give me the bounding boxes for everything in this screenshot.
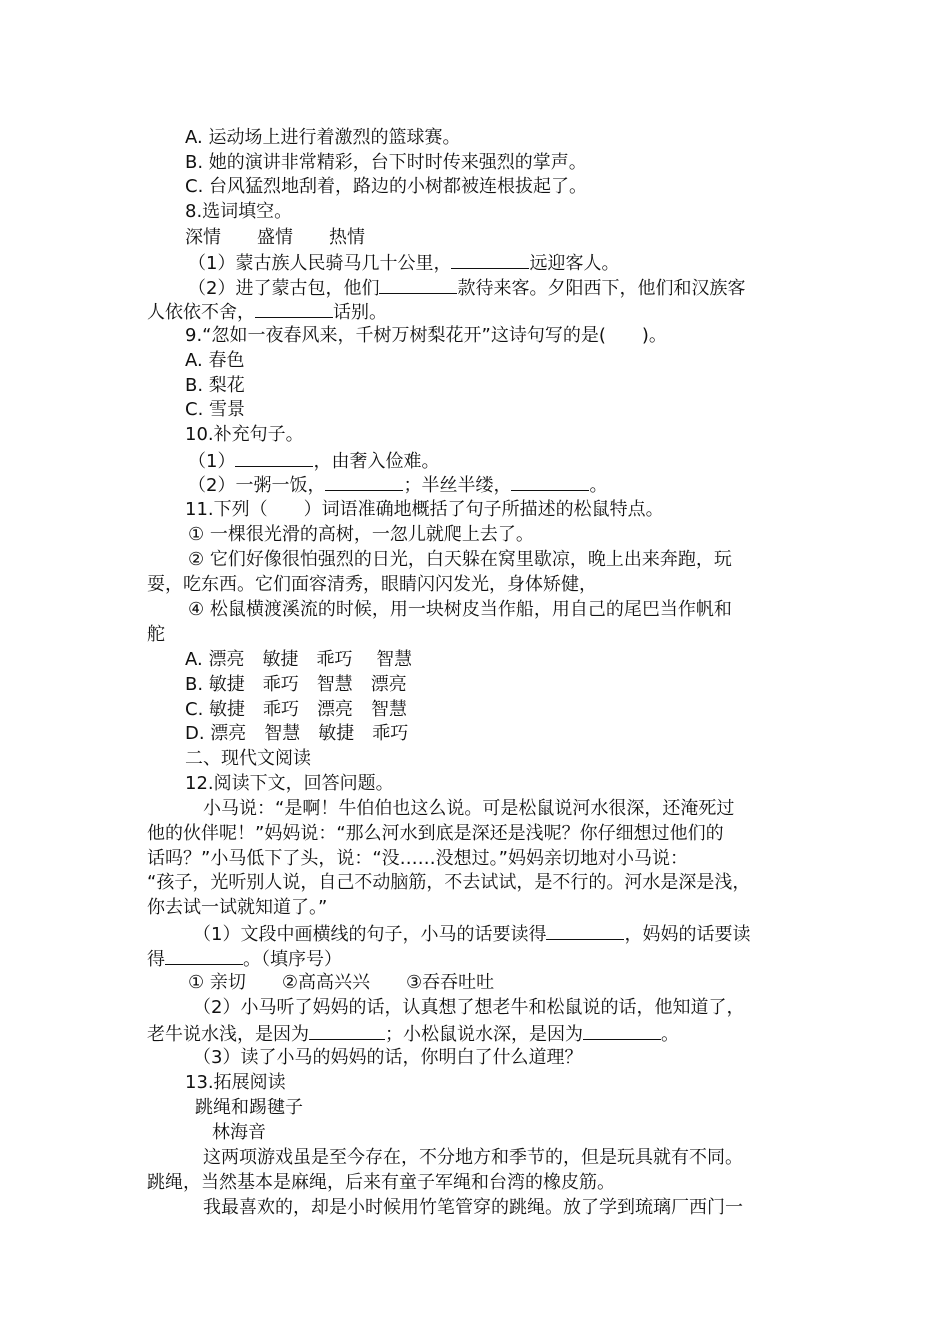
q10-sentence-2 (188, 472, 607, 498)
q12-s1-text-d: 。（填序号） (243, 949, 342, 970)
q12-title: 12.阅读下文，回答问题。 (185, 773, 394, 794)
q10-s2-text-b: ；半丝半缕， (403, 475, 512, 496)
q11-option-c: C. 敏捷 乖巧 漂亮 智慧 (185, 699, 408, 720)
article-title: 跳绳和踢毽子 (195, 1097, 303, 1118)
q12-s2-text-d: 。 (661, 1024, 679, 1045)
q7-option-b: B. 她的演讲非常精彩，台下时时传来强烈的掌声。 (185, 152, 587, 173)
q12-passage-line-4: “孩子，光听别人说，自己不动脑筋，不去试试，是不行的。河水是深是浅， (147, 872, 751, 893)
blank[interactable] (379, 275, 457, 294)
q9-option-b: B. 梨花 (185, 375, 245, 396)
section-2-heading: 二、现代文阅读 (185, 748, 311, 769)
blank[interactable] (235, 448, 313, 467)
q9-option-a: A. 春色 (185, 350, 245, 371)
q12-sub-1 (193, 921, 750, 947)
q10-s2-text-c: 。 (589, 475, 608, 496)
blank[interactable] (511, 472, 589, 491)
article-author: 林海音 (212, 1122, 266, 1143)
q11-item-2-cont: 耍，吃东西。它们面容清秀，眼睛闪闪发光，身体矫健， (147, 574, 597, 595)
blank[interactable] (325, 472, 403, 491)
q8-title: 8.选词填空。 (185, 201, 293, 222)
q11-item-1: ① 一棵很光滑的高树，一忽儿就爬上去了。 (188, 524, 534, 545)
q10-s1-text-b: ，由奢入俭难。 (313, 451, 440, 472)
q10-s1-text-a: （1） (188, 451, 236, 472)
q9-title: 9.“忽如一夜春风来，千树万树梨花开”这诗句写的是( )。 (185, 325, 667, 346)
q8-s2-text-b: 款待来客。夕阳西下，他们和汉族客 (457, 278, 746, 299)
q12-s1-text-c: 得 (147, 949, 165, 970)
q12-sub-1-cont (147, 946, 342, 972)
q7-option-a: A. 运动场上进行着激烈的篮球赛。 (185, 127, 461, 148)
q8-s2-text-c: 人依依不舍， (147, 302, 255, 323)
q8-sentence-1 (188, 250, 619, 276)
q12-sub-2: （2）小马听了妈妈的话，认真想了想老牛和松鼠说的话，他知道了， (193, 997, 745, 1018)
q8-s2-text-d: 话别。 (333, 302, 387, 323)
blank[interactable] (583, 1021, 661, 1040)
q10-sentence-1 (188, 448, 439, 474)
q11-item-2: ② 它们好像很怕强烈的日光，白天躲在窝里歇凉，晚上出来奔跑，玩 (188, 549, 732, 570)
q13-title: 13.拓展阅读 (185, 1072, 286, 1093)
blank[interactable] (165, 946, 243, 965)
q11-option-d: D. 漂亮 智慧 敏捷 乖巧 (185, 723, 409, 744)
q12-s2-text-b: 老牛说水浅，是因为 (147, 1024, 309, 1045)
q10-s2-text-a: （2）一粥一饭， (188, 475, 326, 496)
q11-title: 11.下列（ ）词语准确地概括了句子所描述的松鼠特点。 (185, 499, 664, 520)
q13-passage-line-1: 这两项游戏虽是至今存在，不分地方和季节的，但是玩具就有不同。 (203, 1147, 743, 1168)
q12-sub-3: （3）读了小马的妈妈的话，你明白了什么道理？ (193, 1047, 583, 1068)
q8-s1-text-a: （1）蒙古族人民骑马几十公里， (188, 253, 452, 274)
q13-passage-line-3: 我最喜欢的，却是小时候用竹笔管穿的跳绳。放了学到琉璃厂西门一 (203, 1197, 743, 1218)
q8-sentence-2-cont (147, 299, 387, 325)
q12-sub-2-cont (147, 1021, 679, 1047)
q11-option-b: B. 敏捷 乖巧 智慧 漂亮 (185, 674, 407, 695)
q12-s2-text-c: ；小松鼠说水深，是因为 (385, 1024, 583, 1045)
q11-option-a: A. 漂亮 敏捷 乖巧 智慧 (185, 649, 413, 670)
q12-passage-line-3: 话吗？”小马低下了头，说：“没……没想过。”妈妈亲切地对小马说： (147, 848, 688, 869)
blank[interactable] (546, 921, 624, 940)
q12-s1-text-b: ，妈妈的话要读 (624, 924, 751, 945)
q11-item-4-cont: 舵 (147, 624, 165, 645)
blank[interactable] (255, 299, 333, 318)
blank[interactable] (309, 1021, 385, 1040)
q13-passage-line-2: 跳绳，当然基本是麻绳，后来有童子军绳和台湾的橡皮筋。 (147, 1172, 615, 1193)
q8-word-choices: 深情 盛情 热情 (185, 227, 365, 248)
blank[interactable] (451, 250, 529, 269)
q8-s1-text-b: 远迎客人。 (529, 253, 620, 274)
q12-passage-line-2: 他的伙伴呢！”妈妈说：“那么河水到底是深还是浅呢？你仔细想过他们的 (147, 823, 724, 844)
q9-option-c: C. 雪景 (185, 399, 246, 420)
q8-s2-text-a: （2）进了蒙古包，他们 (188, 278, 380, 299)
q10-title: 10.补充句子。 (185, 424, 304, 445)
q11-item-4: ④ 松鼠横渡溪流的时候，用一块树皮当作船，用自己的尾巴当作帆和 (188, 599, 732, 620)
q12-choices: ① 亲切 ②高高兴兴 ③吞吞吐吐 (188, 972, 495, 993)
q8-sentence-2 (188, 275, 745, 301)
q7-option-c: C. 台风猛烈地刮着，路边的小树都被连根拔起了。 (185, 176, 588, 197)
q12-passage-line-5: 你去试一试就知道了。” (147, 897, 328, 918)
q12-s1-text-a: （1）文段中画横线的句子，小马的话要读得 (193, 924, 547, 945)
q12-passage-line-1: 小马说：“是啊！牛伯伯也这么说。可是松鼠说河水很深，还淹死过 (203, 798, 735, 819)
